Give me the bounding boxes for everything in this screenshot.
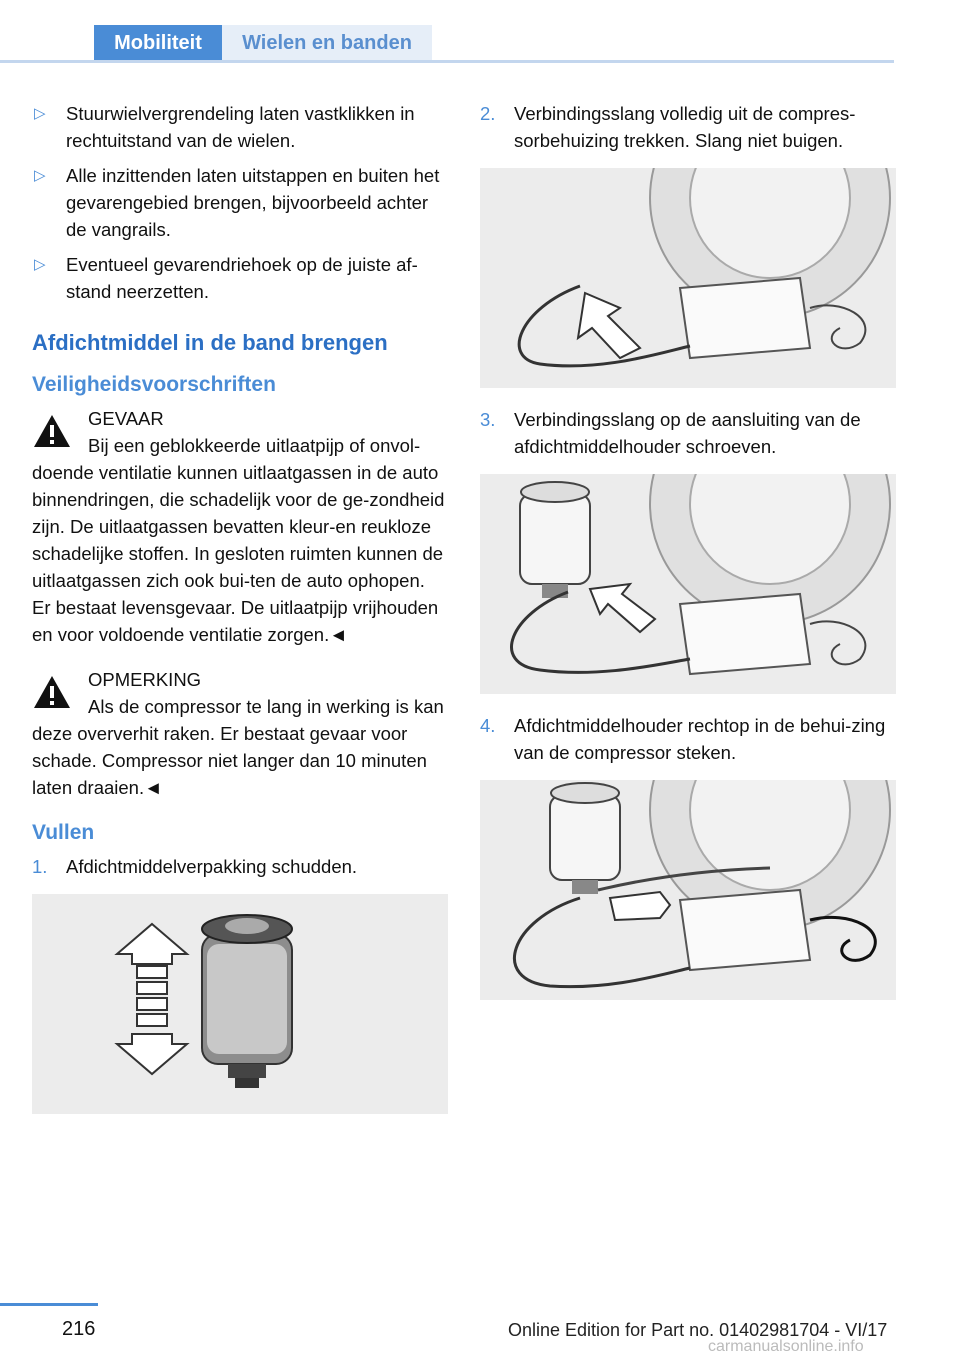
illustration-pull-hose: [480, 168, 896, 388]
bullet-text: Stuurwielvergrendeling laten vastklikken in rechtuitstand van de wielen.: [66, 103, 415, 151]
footer-divider: [0, 1303, 98, 1306]
step-number: 2.: [480, 103, 496, 124]
illustration-shake-canister: [32, 894, 448, 1114]
chapter-tab-mobiliteit[interactable]: Mobiliteit: [94, 25, 222, 61]
step-number: 3.: [480, 409, 496, 430]
warning-heading: OPMERKING: [88, 669, 202, 690]
step-number: 1.: [32, 856, 48, 877]
step-item: [32, 853, 448, 880]
illustration-attach-hose: [480, 474, 896, 694]
step-text: Verbindingsslang volledig uit de compres-sorbehuizing trekken. Slang niet buigen.: [514, 103, 856, 151]
bullet-text: Eventueel gevarendriehoek op de juiste af-stand neerzetten.: [66, 254, 418, 302]
warning-triangle-icon: [32, 674, 72, 710]
warning-body: Als de compressor te lang in werking is kan deze oververhit raken. Er bestaat gevaar voor schade. Compressor niet langer dan 10 minuten laten draaien.◄: [32, 696, 444, 798]
page-number: 216: [62, 1318, 96, 1340]
header-divider: [0, 60, 894, 63]
step-item: [480, 406, 896, 460]
step-item: [480, 712, 896, 766]
vullen-title: Vullen: [32, 821, 95, 844]
bullet-item: [32, 162, 448, 243]
warning-danger: [32, 405, 448, 648]
step-number: 4.: [480, 715, 496, 736]
warning-heading: GEVAAR: [88, 408, 164, 429]
warning-body: Bij een geblokkeerde uitlaatpijp of onvol-doende ventilatie kunnen uitlaatgassen in de auto binnendringen, die schadelijk voor de ge-zondheid zijn. De uitlaatgassen bevatten kleur-en reukloze schadelijke stoffen. In gesloten ruimten kunnen de uitlaatgassen zich ook bui-ten de auto ophopen. Er bestaat levensgevaar. De uitlaatpijp vrijhouden en voor voldoende ventilatie zorgen.◄: [32, 435, 445, 645]
page-header: [0, 0, 960, 62]
left-column: [32, 100, 448, 1132]
subsection-title: Veiligheidsvoorschriften: [32, 373, 276, 396]
step-text: Afdichtmiddelhouder rechtop in de behui-zing van de compressor steken.: [514, 715, 886, 763]
step-item: [480, 100, 896, 154]
watermark: carmanualsonline.info: [708, 1338, 864, 1355]
section-title: Afdichtmiddel in de band brengen: [32, 330, 388, 355]
step-text: Afdichtmiddelverpakking schudden.: [66, 856, 358, 877]
warning-notice: [32, 666, 448, 801]
step-text: Verbindingsslang op de aansluiting van de afdichtmiddelhouder schroeven.: [514, 409, 861, 457]
bullet-triangle-icon: ▷: [34, 256, 46, 273]
bullet-triangle-icon: ▷: [34, 105, 46, 122]
bullet-item: [32, 100, 448, 154]
bullet-item: [32, 251, 448, 305]
edition-label: Online Edition for Part no. 01402981704 - VI/17: [508, 1320, 888, 1340]
bullet-text: Alle inzittenden laten uitstappen en buiten het gevarengebied brengen, bijvoorbeeld achter de vangrails.: [66, 165, 440, 240]
right-column: [480, 100, 896, 1018]
bullet-triangle-icon: ▷: [34, 167, 46, 184]
section-tab-wielen-en-banden[interactable]: Wielen en banden: [222, 25, 432, 61]
illustration-insert-canister: [480, 780, 896, 1000]
warning-triangle-icon: [32, 413, 72, 449]
